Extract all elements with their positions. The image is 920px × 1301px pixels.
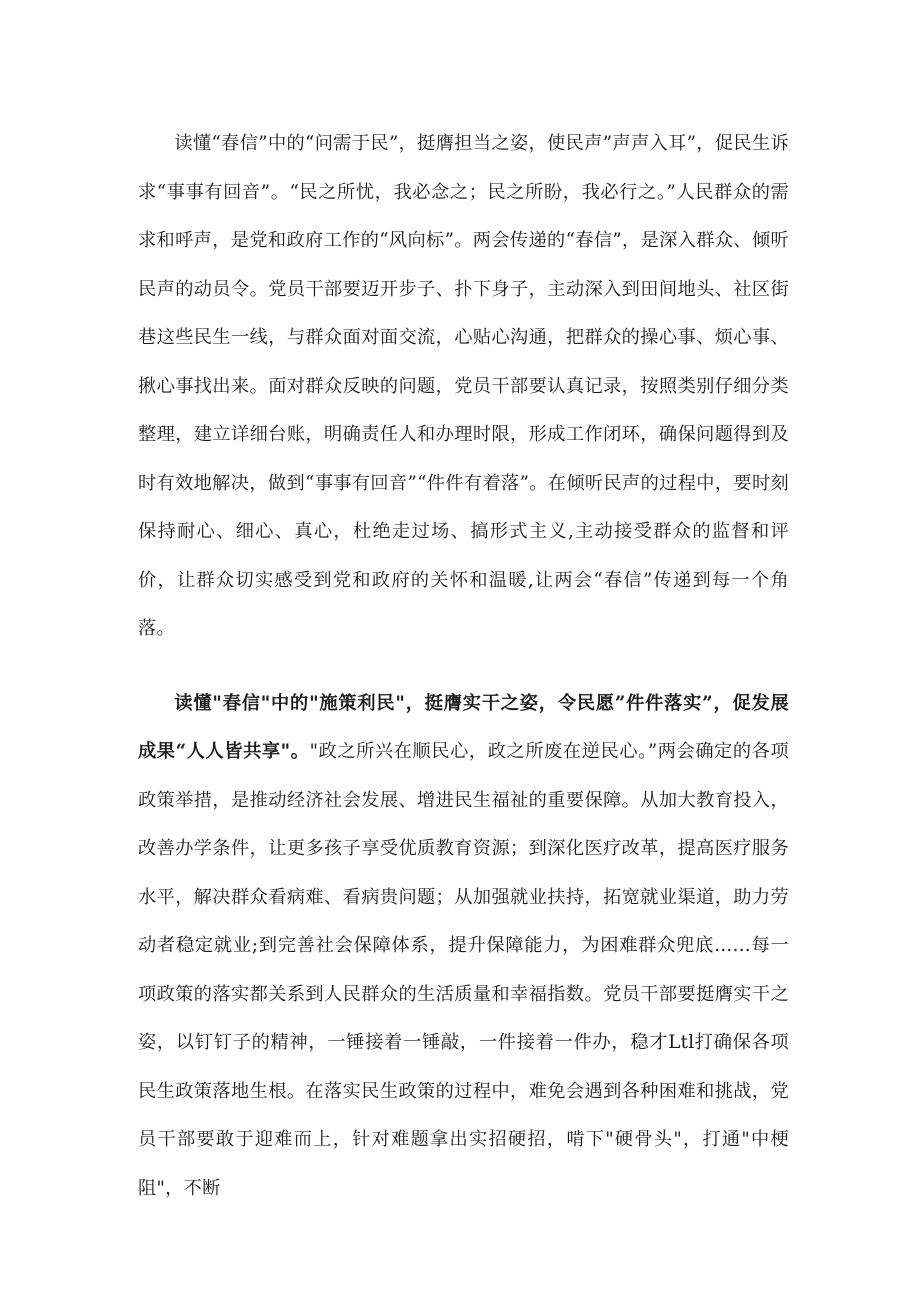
paragraph-1-text: 读懂“春信”中的“问需于民”，挺膺担当之姿，使民声”声声入耳”，促民生诉求“事事有回音”。“民之所忧，我必念之；民之所盼，我必行之。”人民群众的需求和呼声，是党和政府工作的“风向标”。两会传递的“春信”，是深入群众、倾听民声的动员令。党员干部要迈开步子、扑下身子，主动深入到田间地头、社区街巷这些民生一线，与群众面对面交流，心贴心沟通，把群众的操心事、烦心事、揪心事找出来。面对群众反映的问题，党员干部要认真记录，按照类别仔细分类整理，建立详细台账，明确责任人和办理时限，形成工作闭环，确保问题得到及时有效地解决，做到“事事有回音”“件件有着落”。在倾听民声的过程中，要时刻保持耐心、细心、真心，杜绝走过场、搞形式主义,主动接受群众的监督和评价，让群众切实感受到党和政府的关怀和温暖,让两会“春信”传递到每一个角落。 (138, 133, 789, 639)
paragraph-2 (138, 680, 789, 1214)
paragraph-2-text: "政之所兴在顺民心，政之所废在逆民心。”两会确定的各项政策举措，是推动经济社会发展、增进民生福祉的重要保障。从加大教育投入，改善办学条件，让更多孩子享受优质教育资源；到深化医疗改革，提高医疗服务水平，解决群众看病难、看病贵问题；从加强就业扶持，拓宽就业渠道，助力劳动者稳定就业;到完善社会保障体系，提升保障能力，为困难群众兜底……每一项政策的落实都关系到人民群众的生活质量和幸福指数。党员干部要挺膺实干之姿，以钉钉子的精神，一锤接着一锤敲，一件接着一件办，稳才Ltl打确保各项民生政策落地生根。在落实民生政策的过程中，难免会遇到各种困难和挑战，党员干部要敢于迎难而上，针对难题拿出实招硬招，啃下"硬骨头"，打通"中梗阻"，不断 (138, 741, 790, 1199)
paragraph-2-lead: 读懂"春信"中的"施策利民"，挺膺实干之姿，令民愿”件件落实”，促发展成果“人人皆共享"。 (138, 692, 789, 762)
paragraph-1 (138, 120, 789, 654)
